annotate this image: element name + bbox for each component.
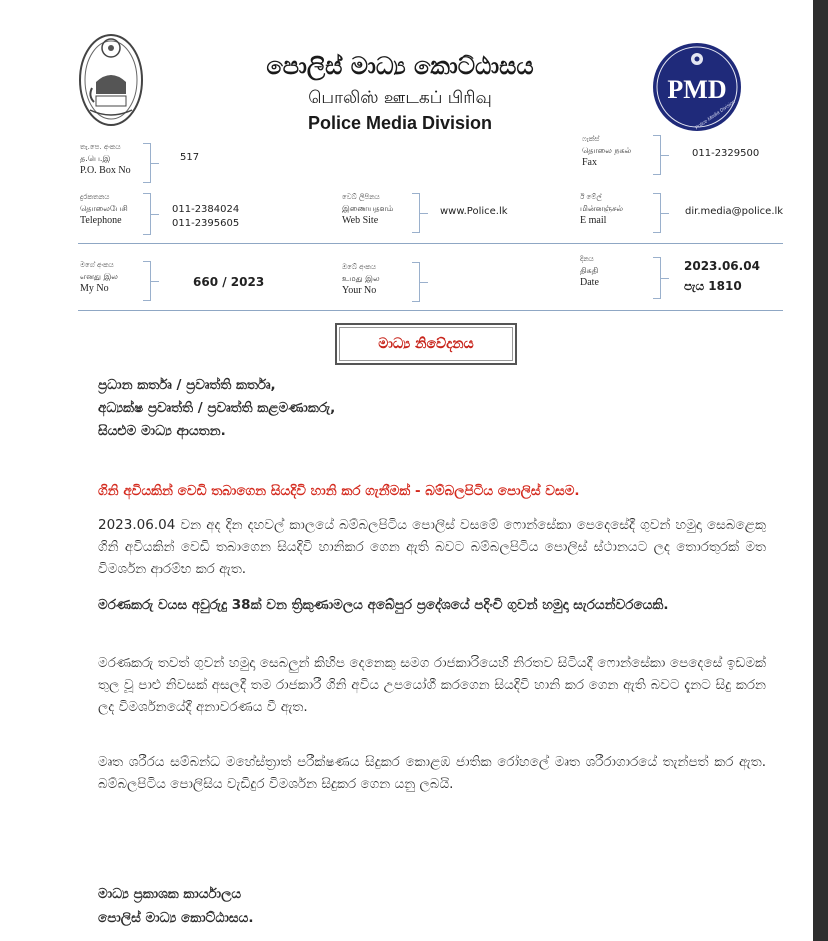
- window-edge: [813, 0, 828, 941]
- media-notice-title: මාධ්‍ය නිවේදනය: [335, 323, 517, 365]
- your-no-brace: [412, 262, 420, 302]
- telephone-brace: [143, 193, 151, 235]
- addressee-line-3: සියළුම මාධ්‍ය ආයතන.: [98, 423, 226, 439]
- telephone-value-1: 011-2384024: [172, 204, 240, 215]
- website-brace: [412, 193, 420, 233]
- email-brace: [653, 193, 661, 233]
- title-sinhala: පොලිස් මාධ්‍ය කොට්ඨාසය: [266, 52, 534, 80]
- my-no-brace: [143, 261, 151, 301]
- po-box-label: තැ.පෙ. අංකය த.பெ.இ P.O. Box No: [80, 143, 131, 176]
- headline: ගිනි අවියකින් වෙඩි තබාගෙන සියදිවි හානි කර ගැනීමක් - බම්බලපිටිය පොලිස් වසම.: [98, 483, 580, 499]
- header-divider-2: [78, 310, 783, 311]
- fax-label: ෆැක්ස් தொலை நகல் Fax: [582, 135, 632, 168]
- paragraph-2: මරණකරු වයස අවුරුදු 38ක් වන ත්‍රිකුණාමලය අබේපුර ප්‍රදේශයේ පදිංචි ගුවන් හමුදා සැරයන්වරයෙකි.: [98, 597, 669, 613]
- addressee-line-1: ප්‍රධාන කර්තෘ / ප්‍රවෘත්ති කර්තෘ,: [98, 377, 276, 393]
- time-value: පැය 1810: [684, 279, 742, 293]
- title-english: Police Media Division: [307, 113, 493, 133]
- header-divider-1: [78, 243, 783, 244]
- my-no-label: මගේ අංකය எனது இல My No: [80, 261, 118, 294]
- po-box-brace: [143, 143, 151, 183]
- paragraph-4: මෘත ශරීරය සම්බන්ධ මහේස්ත්‍රාත් පරීක්ෂණය සිදුකර කොළඹ ජාතික රෝහලේ මෘත ශරීරාගාරයේ තැන්පත් කර ඇත. බම්බලපිටිය පොලිසිය වැඩිදුර විමර්ශන සිදුකර ගෙන යනු ලබයි.: [98, 754, 766, 792]
- website-label: වෙබ් ලිපිනය இணையதளம் Web Site: [342, 193, 394, 226]
- your-no-label: ඔබේ අංකය உமது இல Your No: [342, 263, 380, 296]
- fax-brace: [653, 135, 661, 175]
- signature-line-2: පොලිස් මාධ්‍ය කොට්ඨාසය.: [98, 910, 254, 926]
- signature-line-1: මාධ්‍ය ප්‍රකාශක කාර්යාලය: [98, 886, 242, 902]
- website-value[interactable]: www.Police.lk: [440, 206, 508, 217]
- pmd-logo-subtext: Police Media Division: [694, 99, 737, 132]
- pmd-logo-icon: [650, 42, 744, 132]
- signature-block: [98, 882, 766, 930]
- title-tamil: பொலிஸ் ஊடகப் பிரிவு: [308, 88, 492, 108]
- sri-lanka-police-seal-icon: [78, 30, 144, 126]
- paragraph-1: 2023.06.04 වන අද දින දහවල් කාලයේ බම්බලපිටිය පොලිස් වසමේ ෆොන්සේකා පෙදෙසේදී ගුවන් හමුදා සෙබළෙකු ගිනි අවියකින් වෙඩි තබාගෙන සියදිවි හානිකර ගෙන ඇති බවට බම්බලපිටිය පොලිස් ස්ථානයට ලද තොරතුරක් මත විමර්ශන ආරම්භ කර ඇත.: [98, 517, 766, 577]
- my-no-value: 660 / 2023: [193, 275, 265, 289]
- fax-value: 011-2329500: [692, 148, 760, 159]
- date-brace: [653, 257, 661, 299]
- paragraph-3: මරණකරු තවත් ගුවන් හමුදා සෙබලුන් කිහිප දෙනෙකු සමග රාජකාරියෙහි නිරතව සිටියදී ෆොන්සේකා පෙදෙසේ ඉඩමක් තුල වූ පාළු නිවසක් අසලදී තම රාජකාරී ගිනි අවිය උපයෝගී කරගෙන සියදිවි හානි කර ගෙන ඇති බවට දැනට සිදු කරන ලද විමර්ශනයේදී අනාවරණය වී ඇත.: [98, 655, 766, 715]
- telephone-label: දුරකතනය தொலைபேசி Telephone: [80, 193, 128, 226]
- telephone-value-2: 011-2395605: [172, 218, 240, 229]
- po-box-value: 517: [180, 152, 200, 163]
- date-label: දිනය திகதி Date: [580, 255, 599, 288]
- pmd-logo-text: PMD: [667, 75, 727, 104]
- email-value[interactable]: dir.media@police.lk: [685, 206, 784, 217]
- email-label: ඊ මේල් மின்னஞ்சல் E mail: [580, 193, 624, 226]
- date-value: 2023.06.04: [684, 259, 760, 273]
- addressee-line-2: අධ්‍යක්ෂ ප්‍රවෘත්ති / ප්‍රවෘත්ති කළමණාකරු,: [98, 400, 336, 416]
- addressee-list: [98, 374, 766, 443]
